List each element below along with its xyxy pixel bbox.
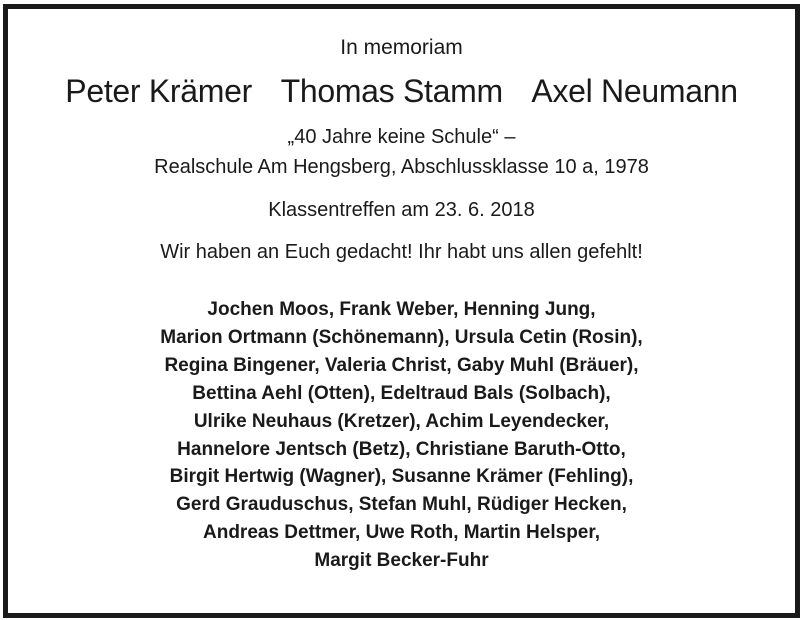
classmates-list [8, 296, 795, 575]
deceased-names [8, 73, 795, 110]
classmates-line: Gerd Grauduschus, Stefan Muhl, Rüdiger Hecken, [176, 494, 627, 516]
school-line: Realschule Am Hengsberg, Abschlussklasse 10 a, 1978 [154, 156, 649, 178]
classmates-line: Birgit Hertwig (Wagner), Susanne Krämer (Fehling), [169, 466, 634, 488]
classmates-line: Marion Ortmann (Schönemann), Ursula Cetin (Rosin), [160, 326, 643, 348]
classmates-line: Bettina Aehl (Otten), Edeltraud Bals (Solbach), [192, 382, 611, 404]
classmates-line: Margit Becker-Fuhr [314, 550, 489, 572]
quote-line: „40 Jahre keine Schule“ – [287, 126, 516, 148]
classmates-line: Hannelore Jentsch (Betz), Christiane Baruth-Otto, [177, 438, 626, 460]
deceased-name-2: Thomas Stamm [280, 73, 503, 109]
deceased-name-3: Axel Neumann [531, 73, 738, 109]
notice-frame [3, 4, 800, 618]
reunion-date: Klassentreffen am 23. 6. 2018 [268, 199, 535, 221]
classmates-line: Regina Bingener, Valeria Christ, Gaby Muhl (Bräuer), [164, 354, 639, 376]
notice-content [8, 9, 795, 613]
deceased-name-1: Peter Krämer [65, 73, 252, 109]
remembrance-message: Wir haben an Euch gedacht! Ihr habt uns allen gefehlt! [160, 241, 643, 263]
memoriam-heading: In memoriam [340, 36, 463, 59]
classmates-line: Andreas Dettmer, Uwe Roth, Martin Helsper, [203, 522, 600, 544]
classmates-line: Ulrike Neuhaus (Kretzer), Achim Leyendecker, [193, 410, 610, 432]
classmates-line: Jochen Moos, Frank Weber, Henning Jung, [207, 299, 596, 320]
